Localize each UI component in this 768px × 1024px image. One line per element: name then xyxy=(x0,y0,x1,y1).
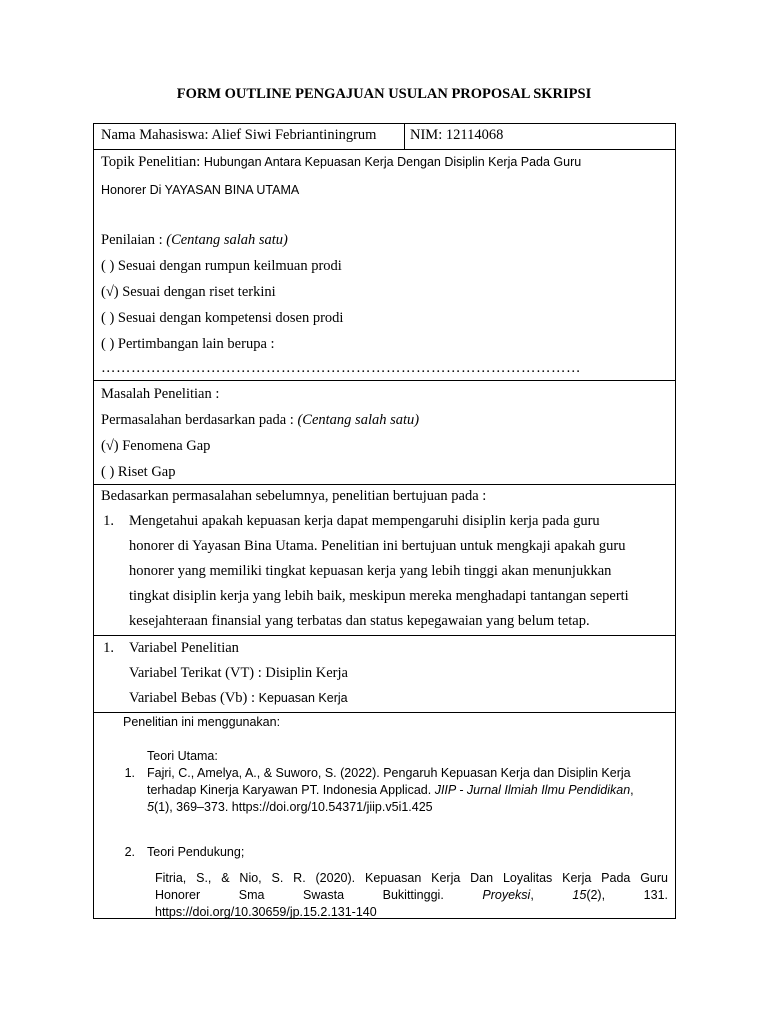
proposal-form-table xyxy=(93,123,676,919)
objective-row xyxy=(94,484,675,635)
citation-line: Honorer Sma Swasta Bukittinggi. Proyeksi, 15(2), 131. xyxy=(155,888,668,902)
objective-line: tingkat disiplin kerja yang lebih baik, meskipun mereka menghadapi tantangan seperti xyxy=(129,588,629,604)
variables-heading: Variabel Penelitian xyxy=(129,640,239,656)
journal-name: JIIP - Jurnal Ilmiah Ilmu Pendidikan xyxy=(434,783,631,797)
topic-row xyxy=(94,149,675,380)
topic-line-1 xyxy=(94,155,675,169)
main-theory-citation xyxy=(147,765,634,816)
student-name-label: Nama Mahasiswa: xyxy=(101,127,212,143)
topic-text-2: Honorer Di YAYASAN BINA UTAMA xyxy=(101,183,300,197)
journal-volume: 15 xyxy=(572,888,587,902)
student-name-value: Alief Siwi Febriantiningrum xyxy=(211,127,377,143)
objective-line: kesejahteraan finansial yang terbatas dan status kepegawaian yang belum tetap. xyxy=(129,613,590,629)
theory-row xyxy=(94,712,675,918)
assessment-option: ( ) Sesuai dengan rumpun keilmuan prodi xyxy=(101,258,342,274)
independent-variable xyxy=(129,686,348,711)
independent-label: Variabel Bebas (Vb) : xyxy=(129,690,259,706)
problem-basis xyxy=(94,407,675,433)
student-name-cell xyxy=(94,124,405,149)
citation-line: Fitria, S., & Nio, S. R. (2020). Kepuasan Kerja Dan Loyalitas Kerja Pada Guru xyxy=(155,871,668,885)
problem-instruction: (Centang salah satu) xyxy=(297,412,420,428)
citation-line: Fajri, C., Amelya, A., & Suworo, S. (2022). Pengaruh Kepuasan Kerja dan Disiplin Kerja xyxy=(147,766,631,780)
objective-line: Mengetahui apakah kepuasan kerja dapat mempengaruhi disiplin kerja pada guru xyxy=(129,513,600,529)
fill-in-dots: …………………………………………………………………………………… xyxy=(101,360,581,376)
support-theory-label: Teori Pendukung; xyxy=(147,845,245,859)
objective-item xyxy=(94,509,675,634)
problem-option: ( ) Riset Gap xyxy=(101,464,176,480)
problem-option: (√) Fenomena Gap xyxy=(101,438,211,454)
form-title: FORM OUTLINE PENGAJUAN USULAN PROPOSAL SKRIPSI xyxy=(176,86,592,102)
assessment-label: Penilaian : xyxy=(101,232,167,248)
nim-label: NIM: xyxy=(410,127,446,143)
problem-basis-label: Permasalahan berdasarkan pada : xyxy=(101,412,298,428)
objective-text xyxy=(129,509,629,634)
objective-intro: Bedasarkan permasalahan sebelumnya, penelitian bertujuan pada : xyxy=(101,488,487,504)
dependent-variable: Variabel Terikat (VT) : Disiplin Kerja xyxy=(129,665,348,681)
support-theory-number: 2. xyxy=(124,845,135,859)
main-theory-label: Teori Utama: xyxy=(147,749,218,763)
objective-line: honorer di Yayasan Bina Utama. Penelitian ini bertujuan untuk mengkaji apakah guru xyxy=(129,538,626,554)
variables-number: 1. xyxy=(103,640,114,656)
variables-item xyxy=(94,636,675,711)
assessment-option: ( ) Sesuai dengan kompetensi dosen prodi xyxy=(101,310,344,326)
main-theory-ref xyxy=(94,765,675,816)
independent-value: Kepuasan Kerja xyxy=(258,691,348,705)
journal-name: Proyeksi xyxy=(482,888,531,902)
support-theory-heading xyxy=(94,844,675,861)
variables-row xyxy=(94,635,675,712)
problem-row xyxy=(94,380,675,484)
assessment-option: (√) Sesuai dengan riset terkini xyxy=(101,284,276,300)
topic-text-1: Hubungan Antara Kepuasan Kerja Dengan Disiplin Kerja Pada Guru xyxy=(203,155,582,169)
assessment-heading xyxy=(94,227,675,253)
theory-intro: Penelitian ini menggunakan: xyxy=(123,715,281,729)
identity-row xyxy=(94,124,675,149)
assessment-instruction: (Centang salah satu) xyxy=(166,232,288,248)
variables-content xyxy=(129,636,348,711)
nim-value: 12114068 xyxy=(445,127,504,143)
main-theory-number: 1. xyxy=(124,766,135,780)
topic-label: Topik Penelitian: xyxy=(101,154,204,170)
objective-number: 1. xyxy=(103,513,114,529)
problem-label: Masalah Penelitian : xyxy=(101,386,220,402)
citation-line: https://doi.org/10.30659/jp.15.2.131-140 xyxy=(155,905,377,919)
citation-line: terhadap Kinerja Karyawan PT. Indonesia Applicad. JIIP - Jurnal Ilmiah Ilmu Pendidikan, xyxy=(147,783,634,797)
citation-line: 5(1), 369–373. https://doi.org/10.54371/jiip.v5i1.425 xyxy=(147,800,433,814)
journal-volume: 5 xyxy=(147,800,154,814)
support-theory-citation xyxy=(94,870,675,921)
objective-line: honorer yang memiliki tingkat kepuasan kerja yang lebih tinggi akan menunjukkan xyxy=(129,563,612,579)
nim-cell xyxy=(405,124,503,149)
assessment-option: ( ) Pertimbangan lain berupa : xyxy=(101,336,275,352)
